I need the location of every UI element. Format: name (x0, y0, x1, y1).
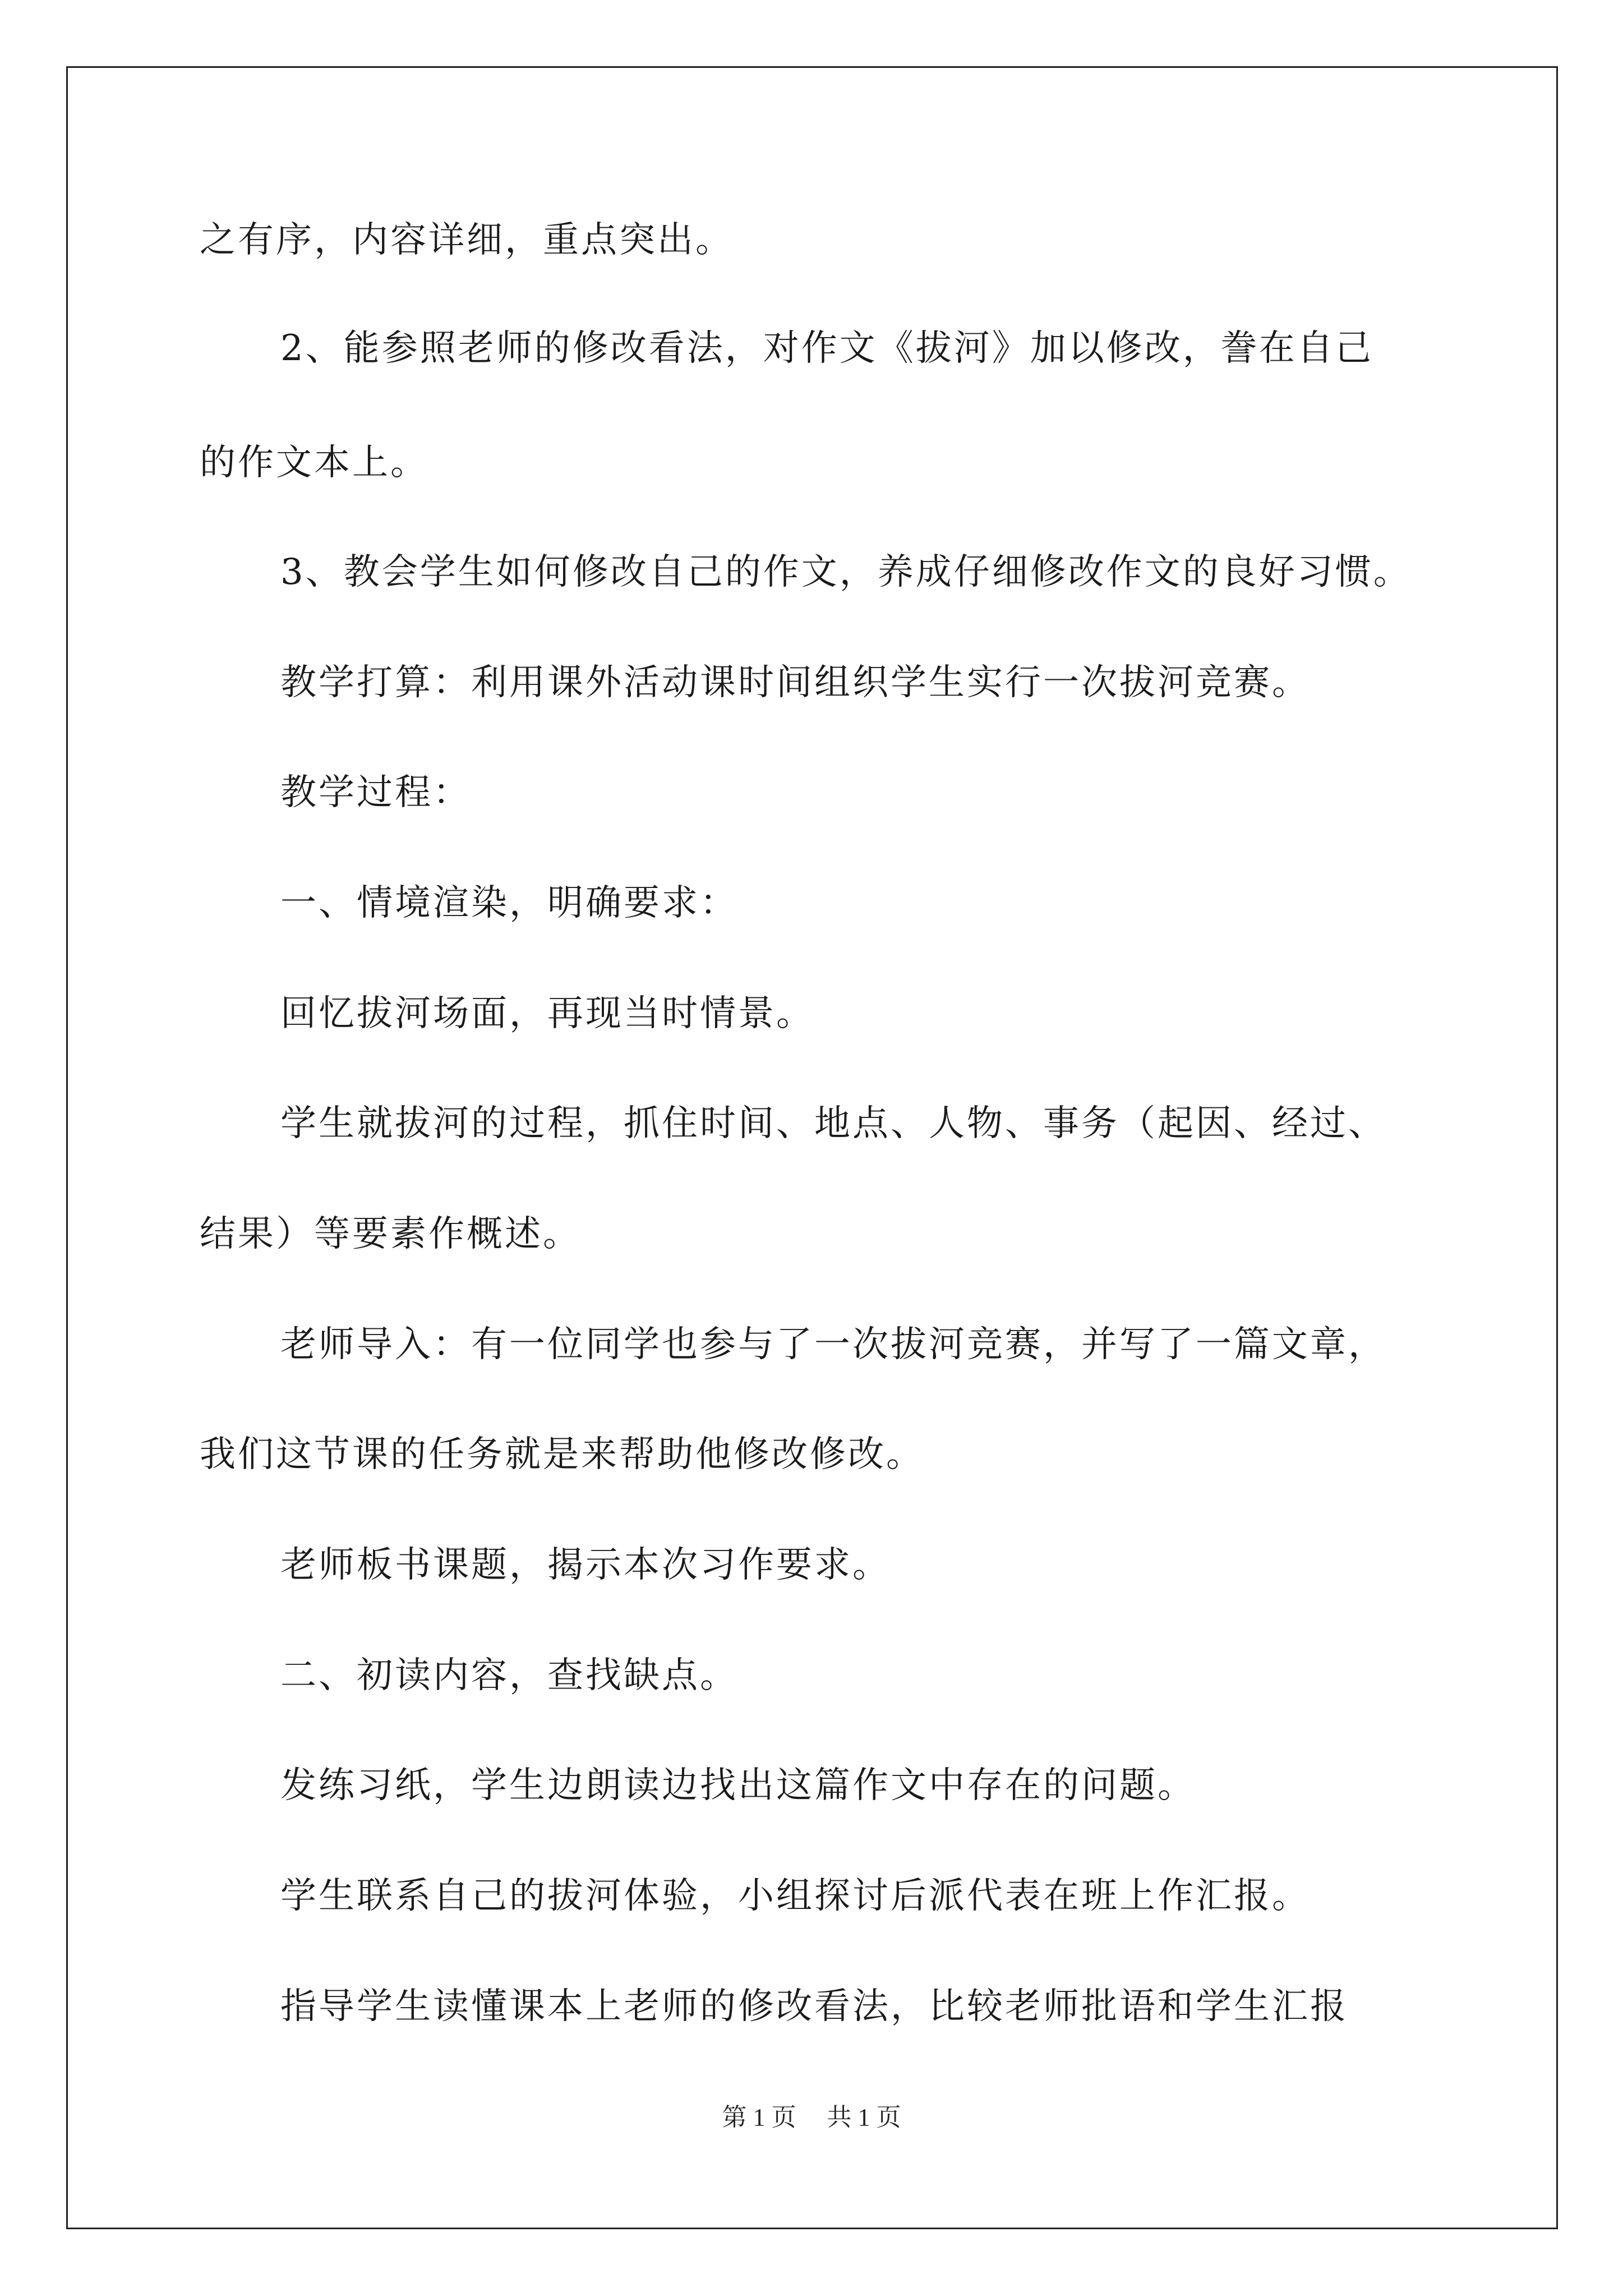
text-line: 3、教会学生如何修改自己的作文，养成仔细修改作文的良好习惯。 (280, 551, 1412, 593)
text-line: 发练习纸，学生边朗读边找出这篇作文中存在的问题。 (280, 1765, 1196, 1806)
text-line: 老师板书课题，揭示本次习作要求。 (280, 1544, 891, 1586)
text-line: 指导学生读懂课本上老师的修改看法，比较老师批语和学生汇报 (280, 1986, 1348, 2027)
page-footer (0, 2101, 1623, 2134)
text-line: 结果）等要素作概述。 (200, 1213, 581, 1255)
text-line: 教学打算：利用课外活动课时间组织学生实行一次拔河竞赛。 (280, 662, 1310, 703)
text-line: 一、情境渲染，明确要求： (280, 882, 738, 924)
text-line: 我们这节课的任务就是来帮助他修改修改。 (200, 1434, 924, 1475)
text-line: 回忆拔河场面，再现当时情景。 (280, 993, 814, 1034)
text-line: 的作文本上。 (200, 442, 428, 484)
text-line: 老师导入：有一位同学也参与了一次拔河竞赛，并写了一篇文章， (280, 1324, 1386, 1365)
text-line: 教学过程： (280, 772, 471, 813)
text-line: 二、初读内容，查找缺点。 (280, 1655, 738, 1696)
page-total: 共 1 页 (827, 2104, 901, 2131)
text-line: 学生联系自己的拔河体验，小组探讨后派代表在班上作汇报。 (280, 1875, 1310, 1917)
text-line: 2、能参照老师的修改看法，对作文《拔河》加以修改，誊在自己 (280, 328, 1373, 369)
text-line: 之有序，内容详细，重点突出。 (200, 219, 734, 261)
text-line: 学生就拔河的过程，抓住时间、地点、人物、事务（起因、经过、 (280, 1103, 1386, 1144)
page-number: 第 1 页 (722, 2104, 796, 2131)
